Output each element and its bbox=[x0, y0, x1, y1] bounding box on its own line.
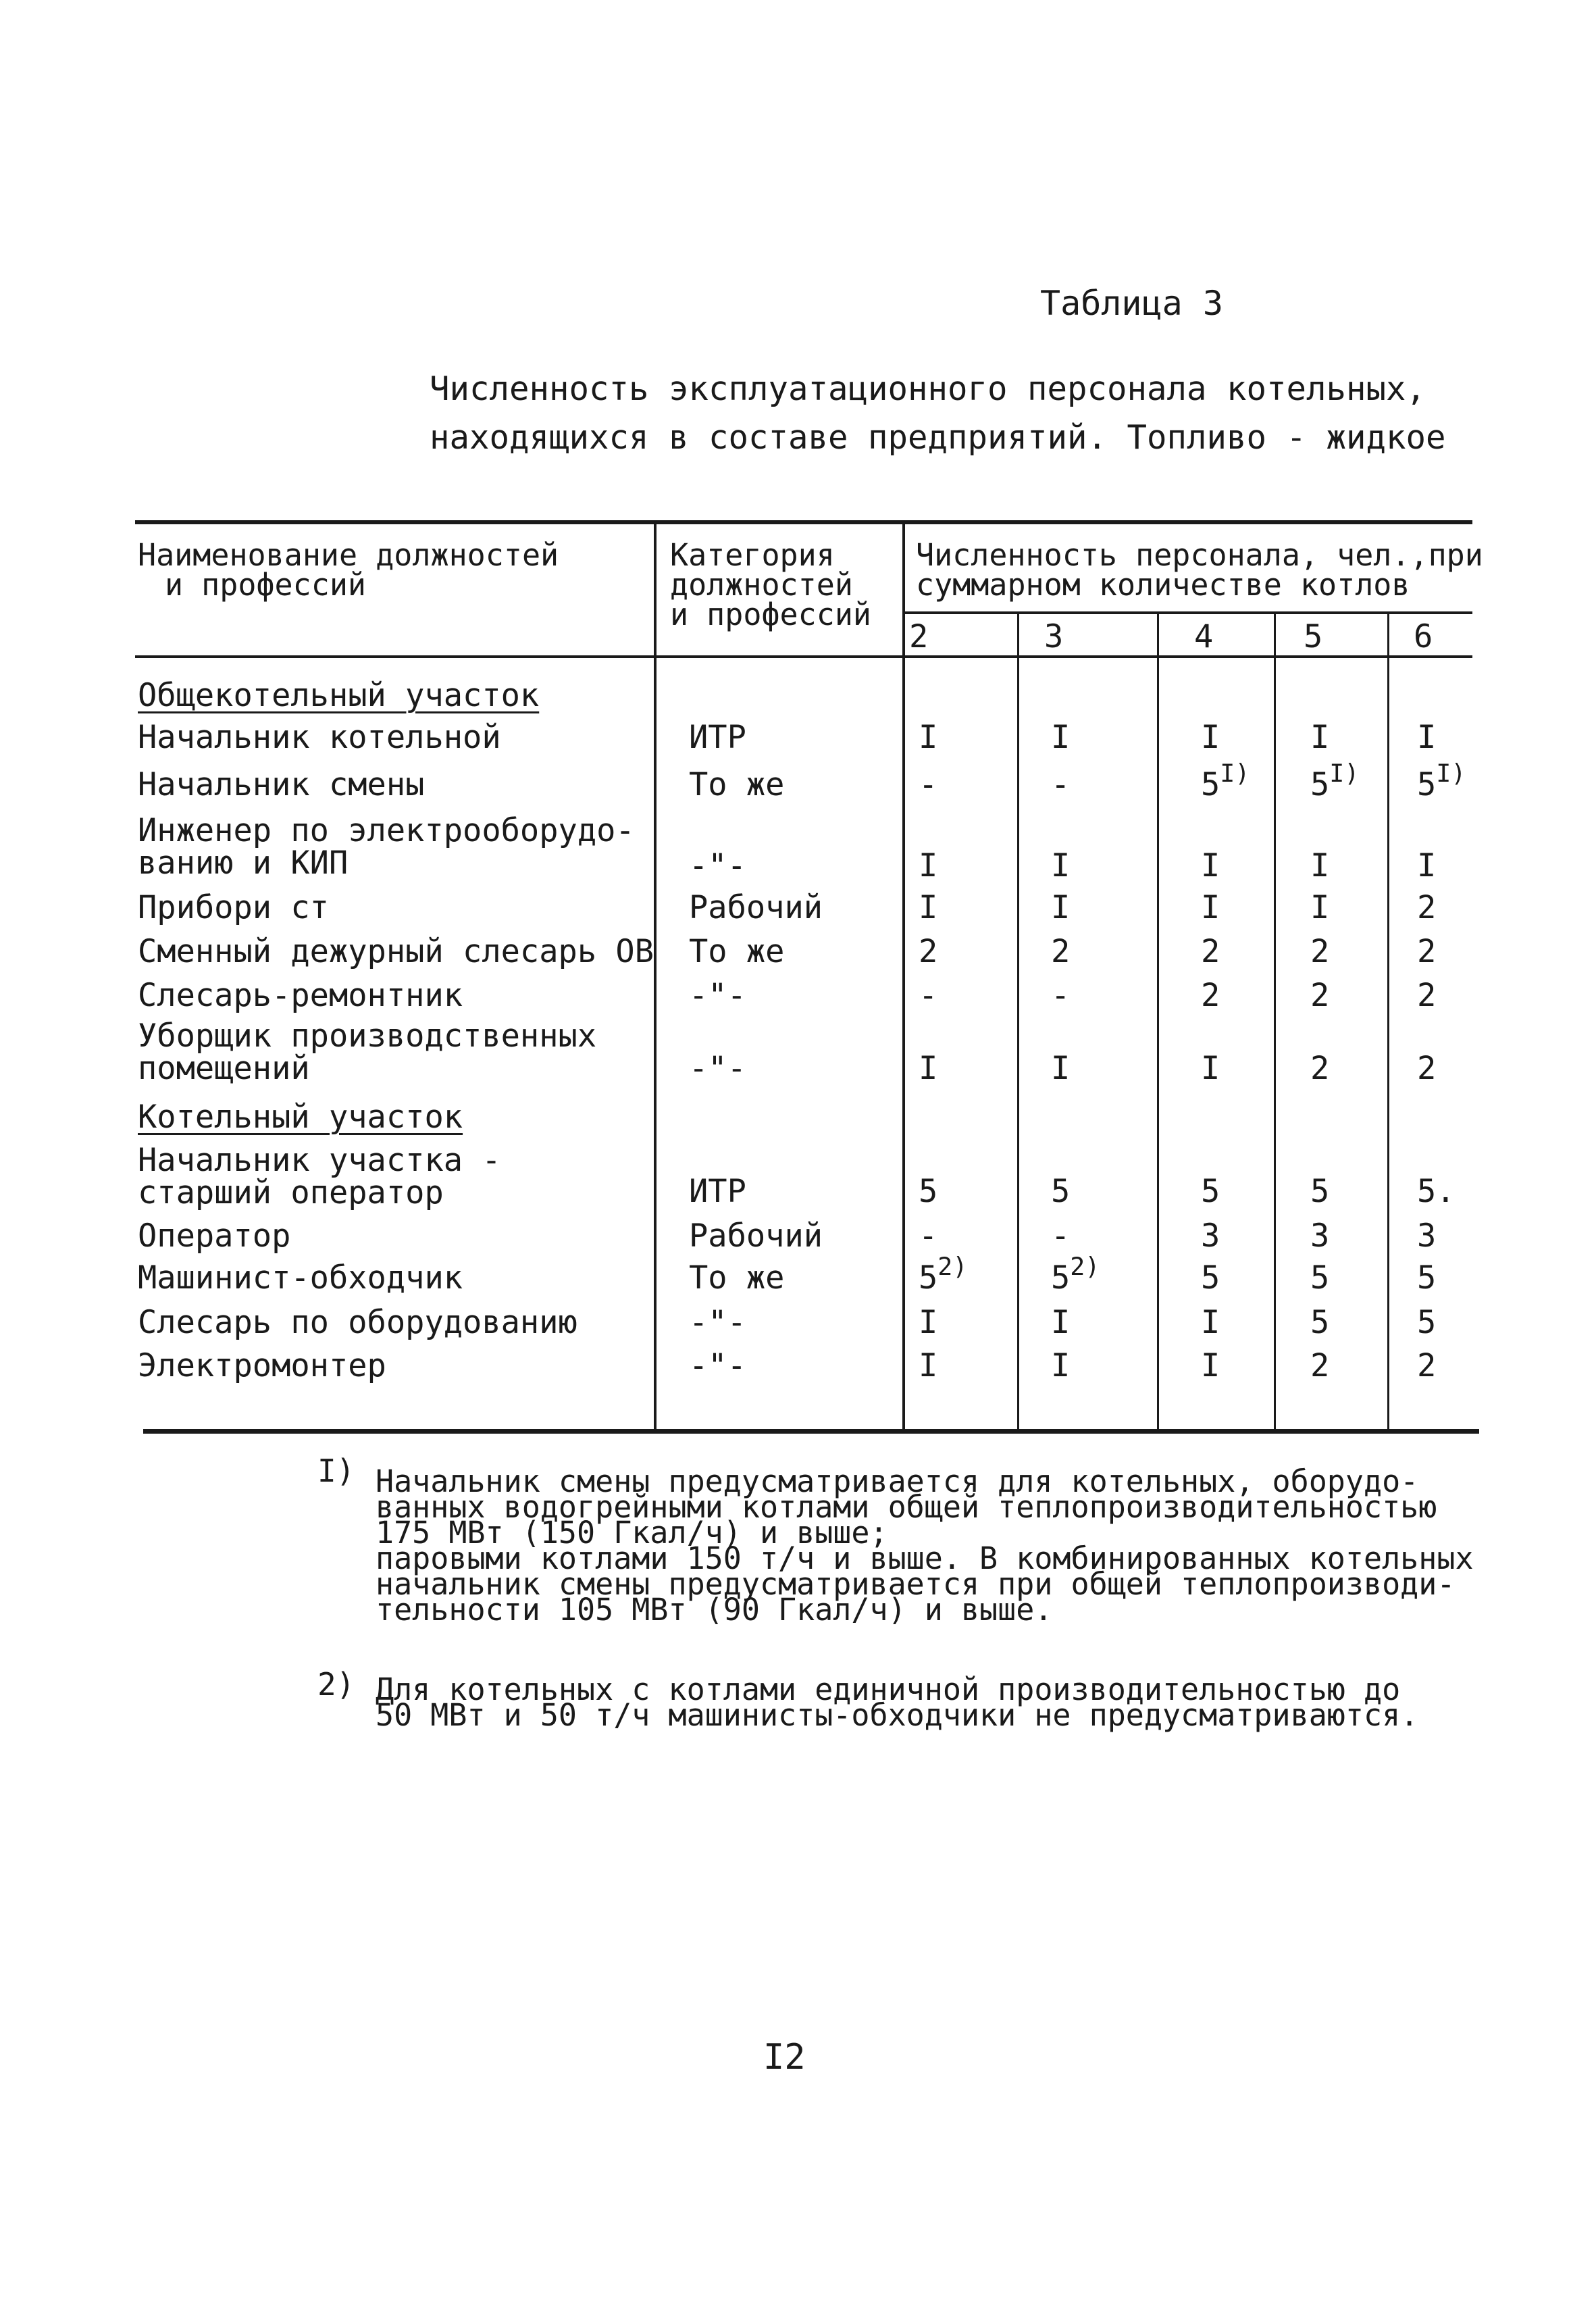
header-line: суммарном количестве котлов bbox=[916, 567, 1410, 603]
staff-count: 3 bbox=[1417, 1217, 1437, 1255]
staff-count: I bbox=[919, 719, 938, 756]
footnote-ref: I) bbox=[1436, 758, 1466, 788]
staff-count-value: 5 bbox=[1417, 766, 1437, 803]
position-category: -"- bbox=[689, 977, 746, 1014]
header-line: должностей bbox=[670, 567, 853, 603]
header-line: Численность персонала, чел.,при bbox=[916, 537, 1483, 573]
staff-count: I bbox=[1051, 889, 1071, 926]
boiler-count-header: 5 bbox=[1304, 618, 1323, 655]
staff-count: 2 bbox=[1417, 933, 1437, 970]
staff-count: 2 bbox=[1310, 1347, 1330, 1384]
staff-count: - bbox=[1051, 766, 1071, 803]
staff-count: 2 bbox=[1051, 933, 1071, 970]
table-title-line: Численность эксплуатационного персонала котельных, bbox=[430, 370, 1426, 408]
staff-count: 2 bbox=[1310, 933, 1330, 970]
table-top-rule bbox=[135, 520, 1472, 524]
section-title-text: Общекотельный участок bbox=[138, 677, 540, 714]
staff-count: I bbox=[1051, 719, 1071, 756]
staff-count: I bbox=[1051, 1347, 1071, 1384]
staff-count: 2 bbox=[1417, 1347, 1437, 1384]
position-category: То же bbox=[689, 766, 785, 803]
column-divider bbox=[654, 524, 657, 1429]
staff-count-value: 5 bbox=[1051, 1259, 1071, 1297]
staff-count: 5 bbox=[1310, 1173, 1330, 1210]
column-divider bbox=[1387, 614, 1389, 1429]
staff-count: I bbox=[919, 889, 938, 926]
staff-count bbox=[1051, 1251, 1100, 1297]
staff-count: 5. bbox=[1417, 1173, 1456, 1210]
table-title-line: находящихся в составе предприятий. Топливо - жидкое bbox=[430, 418, 1446, 457]
position-category: -"- bbox=[689, 1050, 746, 1087]
staff-count: I bbox=[919, 847, 938, 884]
staff-count: 2 bbox=[1310, 1050, 1330, 1087]
staff-count: - bbox=[919, 766, 938, 803]
page-number: I2 bbox=[763, 2037, 806, 2078]
position-name: Начальник смены bbox=[138, 766, 425, 803]
footnote-line: Для котельных с котлами единичной производительностью до bbox=[376, 1671, 1401, 1707]
position-name bbox=[138, 1142, 501, 1211]
footnote-ref: I) bbox=[1329, 758, 1360, 788]
position-category: Рабочий bbox=[689, 1217, 823, 1255]
position-name-line: ванию и КИП bbox=[138, 845, 349, 882]
staff-count: 5 bbox=[1310, 1259, 1330, 1297]
staff-count: 2 bbox=[1201, 933, 1220, 970]
position-name bbox=[138, 812, 635, 882]
footnote-line: ванных водогрейными котлами общей теплопроизводительностью bbox=[376, 1489, 1437, 1525]
staff-count: I bbox=[1201, 719, 1220, 756]
header-category bbox=[670, 537, 872, 632]
staff-count: - bbox=[919, 977, 938, 1014]
position-name: Начальник котельной bbox=[138, 719, 501, 756]
staff-count: I bbox=[1201, 889, 1220, 926]
staff-count: - bbox=[1051, 977, 1071, 1014]
staff-count: I bbox=[1051, 1304, 1071, 1341]
staff-count: 5 bbox=[1051, 1173, 1071, 1210]
staff-count: I bbox=[1051, 847, 1071, 884]
staff-count: 5 bbox=[1201, 1259, 1220, 1297]
position-name: Электромонтер bbox=[138, 1347, 386, 1384]
table-bottom-rule bbox=[143, 1429, 1479, 1434]
footnote-mark: 2) bbox=[317, 1666, 355, 1703]
position-name: Оператор bbox=[138, 1217, 291, 1255]
boiler-count-header: 3 bbox=[1044, 618, 1064, 655]
position-category: -"- bbox=[689, 847, 746, 884]
staff-count: 5 bbox=[1417, 1259, 1437, 1297]
position-name-line: Начальник участка - bbox=[138, 1142, 501, 1179]
boiler-count-header: 6 bbox=[1414, 618, 1433, 655]
position-name-line: старший оператор bbox=[138, 1174, 444, 1211]
staff-count bbox=[1417, 758, 1466, 803]
staff-count bbox=[1201, 758, 1250, 803]
footnote-ref: 2) bbox=[1070, 1251, 1100, 1281]
header-line: Наименование должностей bbox=[138, 537, 559, 573]
position-name: Машинист-обходчик bbox=[138, 1259, 463, 1297]
footnote-mark: I) bbox=[317, 1453, 355, 1489]
staff-count: I bbox=[1201, 1050, 1220, 1087]
position-name-line: Уборщик производственных bbox=[138, 1017, 597, 1055]
position-category: -"- bbox=[689, 1347, 746, 1384]
staff-count: 5 bbox=[1201, 1173, 1220, 1210]
staff-count: 2 bbox=[1417, 1050, 1437, 1087]
staff-count bbox=[919, 1251, 968, 1297]
footnote-line: тельности 105 МВт (90 Гкал/ч) и выше. bbox=[376, 1592, 1053, 1628]
position-category: -"- bbox=[689, 1304, 746, 1341]
column-divider bbox=[1157, 614, 1159, 1429]
staff-count: I bbox=[1310, 889, 1330, 926]
column-divider bbox=[1017, 614, 1019, 1429]
staff-count: 5 bbox=[919, 1173, 938, 1210]
footnote-text bbox=[376, 1463, 1474, 1628]
staff-count: 3 bbox=[1201, 1217, 1220, 1255]
header-staff-count bbox=[916, 537, 1483, 603]
staff-count: 5 bbox=[1417, 1304, 1437, 1341]
position-name bbox=[138, 1017, 597, 1087]
section-title-text: Котельный участок bbox=[138, 1099, 463, 1136]
header-line: и профессий bbox=[165, 567, 367, 603]
staff-count: 2 bbox=[919, 933, 938, 970]
position-category: ИТР bbox=[689, 719, 746, 756]
header-line: и профессий bbox=[670, 597, 872, 632]
position-name: Слесарь по оборудованию bbox=[138, 1304, 577, 1341]
staff-count: - bbox=[1051, 1217, 1071, 1255]
footnote-text bbox=[376, 1671, 1419, 1733]
staff-count: 3 bbox=[1310, 1217, 1330, 1255]
staff-count-value: 5 bbox=[919, 1259, 938, 1297]
footnote-ref: I) bbox=[1220, 758, 1250, 788]
boiler-count-header: 2 bbox=[909, 618, 929, 655]
position-name: Сменный дежурный слесарь ОВ bbox=[138, 933, 654, 970]
staff-count: I bbox=[1417, 847, 1437, 884]
staff-count: 2 bbox=[1417, 889, 1437, 926]
staff-count: 2 bbox=[1201, 977, 1220, 1014]
footnote-line: паровыми котлами 150 т/ч и выше. В комбинированных котельных bbox=[376, 1540, 1474, 1576]
position-category: Рабочий bbox=[689, 889, 823, 926]
footnote-line: Начальник смены предусматривается для котельных, оборудо- bbox=[376, 1463, 1419, 1499]
staff-count: I bbox=[919, 1304, 938, 1341]
staff-count-value: 5 bbox=[1310, 766, 1330, 803]
position-category: ИТР bbox=[689, 1173, 746, 1210]
footnote-line: 175 МВт (150 Гкал/ч) и выше; bbox=[376, 1515, 888, 1551]
staff-count: I bbox=[1417, 719, 1437, 756]
staff-count bbox=[1310, 758, 1360, 803]
staff-count: I bbox=[1310, 719, 1330, 756]
header-line: Категория bbox=[670, 537, 835, 573]
column-divider bbox=[902, 524, 905, 1429]
position-name: Прибори ст bbox=[138, 889, 329, 926]
staff-count: I bbox=[1051, 1050, 1071, 1087]
table-title bbox=[430, 365, 1446, 462]
staff-count: I bbox=[1310, 847, 1330, 884]
header-bottom-rule bbox=[135, 655, 1472, 658]
staff-count: I bbox=[1201, 847, 1220, 884]
staff-count: 2 bbox=[1310, 977, 1330, 1014]
position-category: То же bbox=[689, 1259, 785, 1297]
header-position-name bbox=[138, 537, 559, 603]
boiler-count-header: 4 bbox=[1194, 618, 1214, 655]
position-name-line: помещений bbox=[138, 1050, 310, 1087]
footnote-ref: 2) bbox=[937, 1251, 968, 1281]
position-name-line: Инженер по электрооборудо- bbox=[138, 812, 635, 849]
staff-count: 5 bbox=[1310, 1304, 1330, 1341]
staff-count: I bbox=[1201, 1347, 1220, 1384]
footnote-line: начальник смены предусматривается при общей теплопроизводи- bbox=[376, 1566, 1456, 1602]
staff-count: I bbox=[919, 1050, 938, 1087]
table-caption: Таблица 3 bbox=[1040, 284, 1223, 323]
staff-count: 2 bbox=[1417, 977, 1437, 1014]
column-divider bbox=[1274, 614, 1276, 1429]
position-category: То же bbox=[689, 933, 785, 970]
position-name: Слесарь-ремонтник bbox=[138, 977, 463, 1014]
staff-count-value: 5 bbox=[1201, 766, 1220, 803]
staff-count: I bbox=[919, 1347, 938, 1384]
footnote-line: 50 МВт и 50 т/ч машинисты-обходчики не предусматриваются. bbox=[376, 1697, 1419, 1733]
staff-count: I bbox=[1201, 1304, 1220, 1341]
staff-count: - bbox=[919, 1217, 938, 1255]
